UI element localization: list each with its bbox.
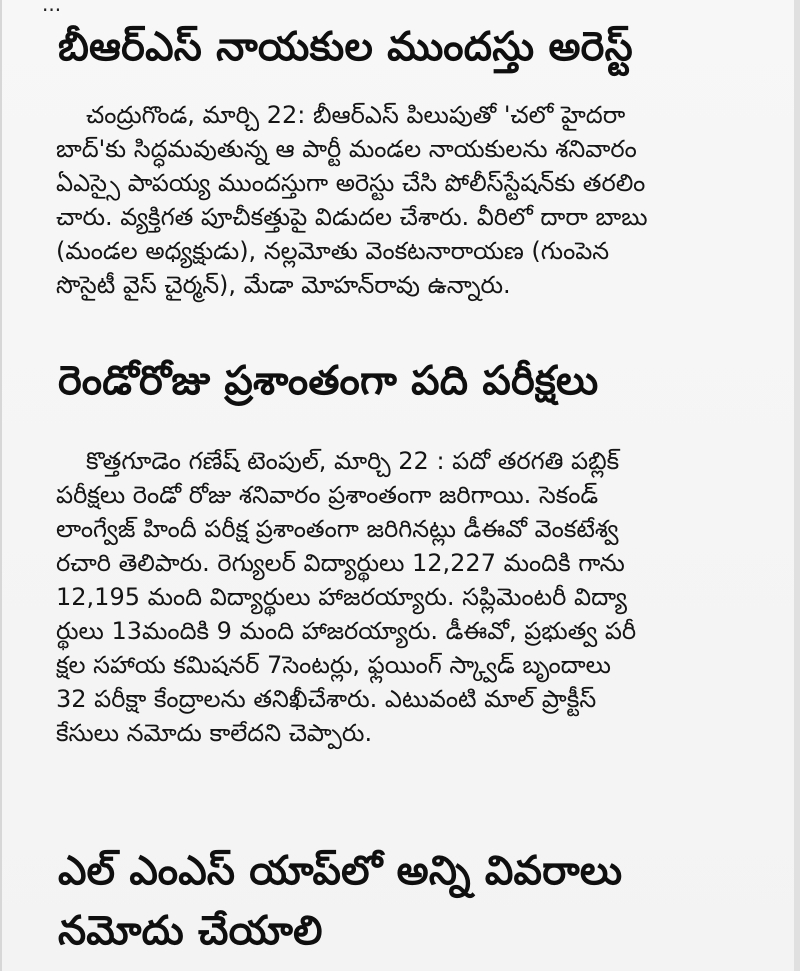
article-2-body — [56, 444, 766, 750]
article-1-line: చారు. వ్యక్తిగత పూచీకత్తుపై విడుదల చేశారు. వీరిలో దారా బాబు — [56, 203, 648, 231]
article-1-line: (మండల అధ్యక్షుడు), నల్లమోతు వెంకటనారాయణ (గుంపెన — [56, 237, 610, 265]
article-2-line: ర్థులు 13మందికి 9 మంది హాజరయ్యారు. డీఈవో, ప్రభుత్వ పరీ — [56, 617, 637, 645]
article-1-headline: బీఆర్ఎస్ నాయకుల ముందస్తు అరెస్ట్ — [58, 24, 633, 70]
article-2-line: 12,195 మంది విద్యార్థులు హాజరయ్యారు. సప్లిమెంటరీ విద్యా — [56, 583, 628, 611]
article-2-line: కేసులు నమోదు కాలేదని చెప్పారు. — [56, 719, 373, 747]
article-1-body — [56, 98, 766, 302]
article-2-line: లాంగ్వేజ్ హిందీ పరీక్ష ప్రశాంతంగా జరిగినట్లు డీఈవో వెంకటేశ్వ — [56, 515, 619, 543]
article-2-line: పరీక్షలు రెండో రోజు శనివారం ప్రశాంతంగా జరిగాయి. సెకండ్ — [56, 481, 599, 509]
article-2-line: 32 పరీక్షా కేంద్రాలను తనిఖీచేశారు. ఎటువంటి మాల్ ప్రాక్టీస్ — [56, 685, 597, 713]
article-1-line: సొసైటీ వైస్ చైర్మన్), మేడా మోహన్‌రావు ఉన్నారు. — [56, 271, 511, 299]
article-1-line: చంద్రుగొండ, మార్చి 22: బీఆర్ఎస్ పిలుపుతో 'చలో హైదరా — [86, 101, 626, 129]
article-3-headline-line-2: నమోదు చేయాలి — [58, 908, 323, 954]
article-2-headline: రెండోరోజు ప్రశాంతంగా పది పరీక్షలు — [58, 358, 599, 404]
top-cut-text: ... — [42, 0, 62, 16]
article-2-line: క్షల సహాయ కమిషనర్ 7సెంటర్లు, ఫ్లయింగ్ స్క్వాడ్ బృందాలు — [56, 651, 611, 679]
article-2-line: రచారి తెలిపారు. రెగ్యులర్ విద్యార్థులు 12,227 మందికి గాను — [56, 549, 625, 577]
article-3-headline-line-1: ఎల్ ఎంఎస్ యాప్‌లో అన్ని వివరాలు — [58, 848, 623, 894]
article-2-line: కొత్తగూడెం గణేష్ టెంపుల్, మార్చి 22 : పదో తరగతి పబ్లిక్ — [86, 447, 620, 475]
article-1-line: బాద్'కు సిద్ధమవుతున్న ఆ పార్టీ మండల నాయకులను శనివారం — [56, 135, 637, 163]
article-1-line: ఏఎస్సై పాపయ్య ముందస్తుగా అరెస్టు చేసి పోలీస్‌స్టేషన్‌కు తరలిం — [56, 169, 646, 197]
